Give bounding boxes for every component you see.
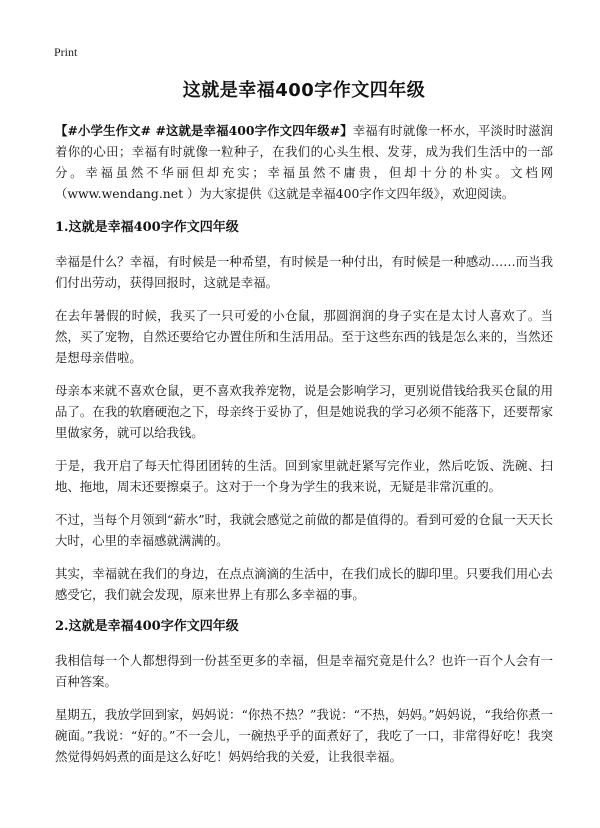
paragraph: 我相信每一个人都想得到一份甚至更多的幸福，但是幸福究竟是什么？也许一百个人会有一百种答案。 — [55, 653, 553, 689]
intro-tag: 【#小学生作文# #这就是幸福400字作文四年级#】 — [55, 123, 353, 138]
section-1 — [55, 218, 553, 605]
section-heading: 1.这就是幸福400字作文四年级 — [55, 220, 239, 235]
section-2 — [55, 617, 553, 767]
paragraph: 母亲本来就不喜欢仓鼠，更不喜欢我养宠物，说是会影响学习，更别说借钱给我买仓鼠的用品了。在我的软磨硬泡之下，母亲终于妥协了，但是她说我的学习必须不能落下，还要帮家里做家务，就可以给我钱。 — [55, 383, 553, 440]
paragraph: 其实，幸福就在我们的身边，在点点滴滴的生活中，在我们成长的脚印里。只要我们用心去感受它，我们就会发现，原来世界上有那么多幸福的事。 — [55, 566, 553, 602]
document-title: 这就是幸福400字作文四年级 — [182, 80, 426, 101]
paragraph: 在去年暑假的时候，我买了一只可爱的小仓鼠，那圆润润的身子实在是太讨人喜欢了。当然，买了宠物，自然还要给它办置住所和生活用品。至于这些东西的钱是怎么来的，当然还是想母亲借啦。 — [55, 308, 553, 365]
paragraph: 于是，我开启了每天忙得团团转的生活。回到家里就赶紧写完作业，然后吃饭、洗碗、扫地、拖地，周末还要擦桌子。这对于一个身为学生的我来说，无疑是非常沉重的。 — [55, 458, 553, 494]
section-heading: 2.这就是幸福400字作文四年级 — [55, 619, 239, 634]
document-page — [55, 44, 553, 779]
print-label: Print — [54, 45, 78, 59]
intro-paragraph — [55, 120, 553, 204]
paragraph: 星期五，我放学回到家，妈妈说：“你热不热？”我说：“不热，妈妈。”妈妈说，“我给你煮一碗面。”我说：“好的。”不一会儿，一碗热乎乎的面煮好了，我吃了一口，非常得好吃！我突然觉得妈妈煮的面是这么好吃！妈妈给我的关爱，让我很幸福。 — [55, 707, 553, 764]
paragraph: 幸福是什么？幸福，有时候是一种希望，有时候是一种付出，有时候是一种感动……而当我们付出劳动，获得回报时，这就是幸福。 — [55, 254, 553, 290]
paragraph: 不过，当每个月领到“薪水”时，我就会感觉之前做的都是值得的。看到可爱的仓鼠一天天长大时，心里的幸福感就满满的。 — [55, 512, 553, 548]
intro-text: 幸福有时就像一杯水，平淡时时滋润着你的心田；幸福有时就像一粒种子，在我们的心头生根、发芽，成为我们生活中的一部分。幸福虽然不华丽但却充实；幸福虽然不庸贵，但却十分的朴实。文档网（www.wendang.net ）为大家提供《这就是幸福400字作文四年级》，欢迎阅读。 — [55, 123, 553, 201]
